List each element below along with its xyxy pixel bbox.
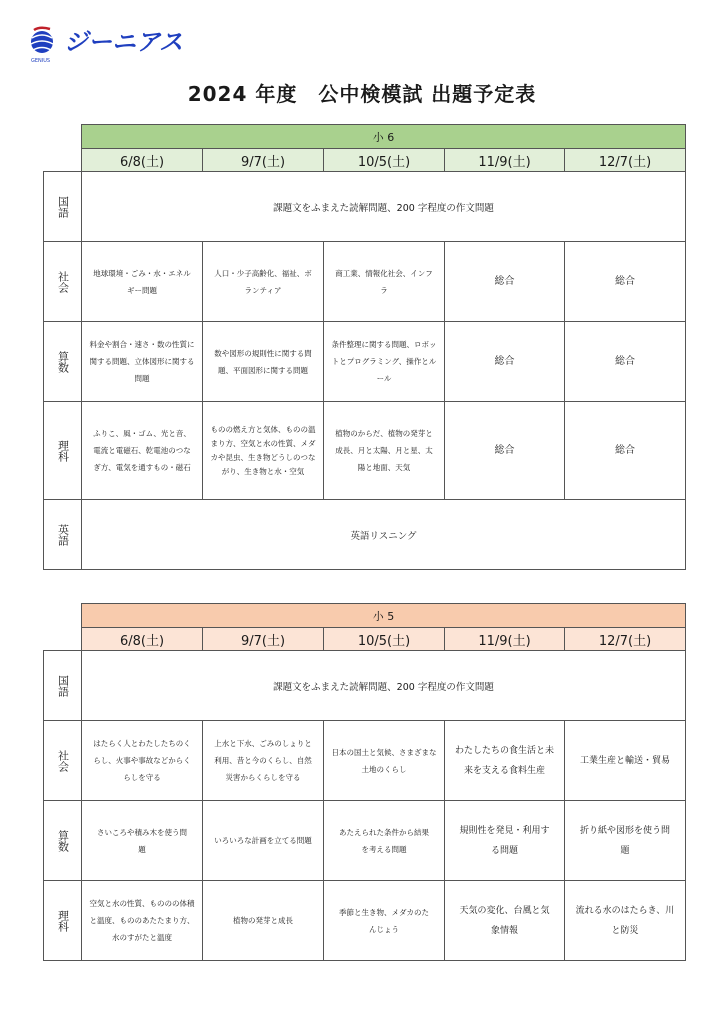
table-cell: 条件整理に関する問題、ロボットとプログラミング、操作とルール — [324, 322, 445, 402]
table-cell: 商工業、情報化社会、インフラ — [324, 242, 445, 322]
table-cell: わたしたちの食生活と未来を支える食料生産 — [445, 721, 565, 801]
schedule-table-grade6 — [43, 124, 686, 570]
date-header: 10/5(土) — [324, 628, 445, 651]
table-cell: 料金や割合・速さ・数の性質に関する問題、立体図形に関する問題 — [82, 322, 203, 402]
table-cell: さいころや積み木を使う問題 — [82, 801, 203, 881]
table-cell: ものの燃え方と気体、ものの温まり方、空気と水の性質、メダカや昆虫、生き物どうしのつながり、生き物と水・空気 — [203, 402, 324, 500]
date-header: 9/7(土) — [203, 149, 324, 172]
subject-shakai: 社会 — [44, 242, 82, 322]
date-header: 6/8(土) — [82, 149, 203, 172]
table-cell: 規則性を発見・利用する問題 — [445, 801, 565, 881]
subject-kokugo: 国語 — [44, 651, 82, 721]
globe-logo-icon — [28, 24, 208, 68]
genius-logo — [28, 24, 208, 68]
corner-blank — [44, 628, 82, 651]
subject-kokugo: 国語 — [44, 172, 82, 242]
table-cell: ふりこ、風・ゴム、光と音、電流と電磁石、乾電池のつなぎ方、電気を通すもの・磁石 — [82, 402, 203, 500]
table-cell: 地球環境・ごみ・水・エネルギー問題 — [82, 242, 203, 322]
table-cell: 数や図形の規則性に関する問題、平面図形に関する問題 — [203, 322, 324, 402]
kokugo-content: 課題文をふまえた読解問題、200 字程度の作文問題 — [82, 651, 686, 721]
date-header: 9/7(土) — [203, 628, 324, 651]
date-header: 11/9(土) — [445, 149, 565, 172]
table-cell: 流れる水のはたらき、川と防災 — [565, 881, 686, 961]
date-header: 6/8(土) — [82, 628, 203, 651]
table-cell: 季節と生き物、メダカのたんじょう — [324, 881, 445, 961]
table-cell: 総合 — [445, 402, 565, 500]
subject-rika: 理科 — [44, 881, 82, 961]
subject-sansu: 算数 — [44, 322, 82, 402]
page-title: 2024 年度 公中検模試 出題予定表 — [187, 82, 537, 106]
table-cell: 総合 — [445, 242, 565, 322]
table-cell: 天気の変化、台風と気象情報 — [445, 881, 565, 961]
table-cell: いろいろな計画を立てる問題 — [203, 801, 324, 881]
table-cell: 総合 — [565, 322, 686, 402]
corner-blank — [44, 149, 82, 172]
grade-label: 小 6 — [82, 125, 686, 149]
subject-rika: 理科 — [44, 402, 82, 500]
table-cell: 総合 — [565, 402, 686, 500]
table-cell: 空気と水の性質、もののの体積と温度、もののあたたまり方、水のすがたと温度 — [82, 881, 203, 961]
corner-blank — [44, 125, 82, 149]
table-cell: 植物の発芽と成長 — [203, 881, 324, 961]
table-cell: 日本の国土と気候、さまざまな土地のくらし — [324, 721, 445, 801]
grade-label: 小 5 — [82, 604, 686, 628]
table-cell: 総合 — [565, 242, 686, 322]
logo-subtext: GENIUS — [31, 58, 51, 64]
eigo-content: 英語リスニング — [82, 500, 686, 570]
date-header: 10/5(土) — [324, 149, 445, 172]
table-cell: 上水と下水、ごみのしょりと利用、昔と今のくらし、自然災害からくらしを守る — [203, 721, 324, 801]
table-cell: 工業生産と輸送・貿易 — [565, 721, 686, 801]
table-cell: はたらく人とわたしたちのくらし、火事や事故などからくらしを守る — [82, 721, 203, 801]
date-header: 12/7(土) — [565, 628, 686, 651]
subject-shakai: 社会 — [44, 721, 82, 801]
schedule-table-grade5 — [43, 603, 686, 961]
table-cell: 総合 — [445, 322, 565, 402]
table-cell: あたえられた条件から結果を考える問題 — [324, 801, 445, 881]
subject-eigo: 英語 — [44, 500, 82, 570]
date-header: 11/9(土) — [445, 628, 565, 651]
date-header: 12/7(土) — [565, 149, 686, 172]
table-cell: 人口・少子高齢化、福祉、ボランティア — [203, 242, 324, 322]
logo-text: ジーニアス — [64, 28, 184, 56]
table-cell: 植物のからだ、植物の発芽と成長、月と太陽、月と星、太陽と地面、天気 — [324, 402, 445, 500]
subject-sansu: 算数 — [44, 801, 82, 881]
corner-blank — [44, 604, 82, 628]
kokugo-content: 課題文をふまえた読解問題、200 字程度の作文問題 — [82, 172, 686, 242]
table-cell: 折り紙や図形を使う問題 — [565, 801, 686, 881]
